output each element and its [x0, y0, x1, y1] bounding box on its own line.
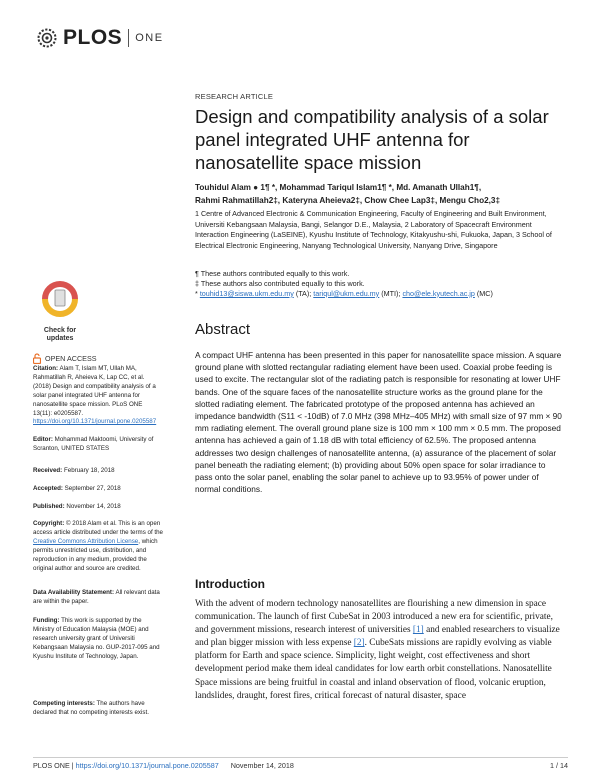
- email-link-2[interactable]: tariqul@ukm.edu.my: [313, 288, 380, 298]
- reference-link-2[interactable]: [2]: [353, 638, 365, 649]
- footer-separator: |: [69, 761, 76, 770]
- author-notes: [195, 269, 565, 298]
- open-access-text: OPEN ACCESS: [45, 354, 97, 363]
- intro-text-a: With the advent of modern technology nanosatellites are flourishing a new dimension in space communication. The launch of first CubeSat in 2003 introduced a new era for scientific, private, and government missions, research interest of universities: [195, 599, 553, 636]
- funding-text: This work is supported by the Ministry of Education Malaysia (MOE) and research university grant of Universiti Kebangsaan Malaysia no. GUP-2017-095 and Kyushu Institute of Technology, Japan.: [33, 617, 160, 660]
- introduction-heading: Introduction: [195, 577, 265, 591]
- article-title: Design and compatibility analysis of a solar panel integrated UHF antenna for nanosatellite space mission: [195, 106, 549, 173]
- copyright-block: [33, 520, 163, 573]
- received-label: Received:: [33, 467, 63, 474]
- email-link-1[interactable]: touhid13@siswa.ukm.edu.my: [199, 288, 294, 298]
- article-type: RESEARCH ARTICLE: [195, 92, 274, 101]
- editor-text: Mohammad Maktoomi, University of Scranton, UNITED STATES: [33, 436, 154, 452]
- badge-line-2: updates: [46, 335, 74, 342]
- logo-word: PLOS: [63, 26, 123, 49]
- intro-text-b: and enabled researchers to visualize and plan bigger mission with less expense: [195, 625, 560, 649]
- competing-interests-text: The authors have declared that no competing interests exist.: [33, 700, 149, 716]
- badge-line-1: Check for: [43, 327, 77, 334]
- note-equal-contribution: ¶ These authors contributed equally to this work.: [195, 269, 350, 278]
- citation-doi-link[interactable]: https://doi.org/10.1371/journal.pone.0205587: [33, 418, 157, 426]
- citation-text: Alam T, Islam MT, Ullah MA, Rahmatillah R, Aheieva K, Lap CC, et al. (2018) Design and compatibility analysis of a solar panel integrated UHF antenna for nanosatellite space mission. PLoS ONE 13(11): e0205587.: [33, 365, 156, 417]
- footer-divider: [33, 757, 568, 758]
- author-line-2[interactable]: Rahmi Rahmatillah2‡, Kateryna Aheieva2‡, Chow Chee Lap3‡, Mengu Cho2,3‡: [195, 196, 500, 205]
- email-prefix: *: [195, 288, 198, 298]
- badge-label: [33, 327, 87, 343]
- check-for-updates-icon: [33, 280, 87, 320]
- received-date: February 18, 2018: [63, 467, 115, 474]
- author-line-1[interactable]: Touhidul Alam ● 1¶ *, Mohammad Tariqul Islam1¶ *, Md. Amanath Ullah1¶,: [195, 183, 482, 192]
- email-who-3: (MC): [476, 288, 493, 298]
- funding-block: [33, 617, 163, 662]
- footer-spacer: [294, 761, 550, 770]
- open-lock-icon: [33, 353, 41, 364]
- abstract-body: A compact UHF antenna has been presented in this paper for nanosatellite space mission. A square ground plane with slotted rectangular radiating element have been used. Coaxial probe feeding is used to excite. The rectangular slot of the radiating patch is responsible for resonating at lower UHF bands. One of the square faces of the nanosatellite structure works as the ground plane for the slotted radiating element. The fabricated prototype of the proposed antenna has achieved an impedance bandwidth (S11 < -10dB) of 7.0 MHz (398 MHz–405 MHz) with small size of 97 mm × 90 mm radiating element. The overall ground plane size is 100 mm × 100 mm × 0.5 mm. The proposed antenna has achieved a gain of 1.18 dB with total efficiency of 62.5%. The proposed antenna addresses two design challenges of nanosatellite antenna, (a) assurance of the placement of solar panel beneath the radiating element; (b) providing about 50% open space for solar irradiance to pass onto the solar panel, enabling the solar panel to achieve up to 93.95% of power under of normal conditions.: [195, 350, 562, 495]
- email-who-2: (MTI);: [381, 288, 401, 298]
- affiliations: 1 Centre of Advanced Electronic & Communication Engineering, Faculty of Engineering and Built Environment, Universiti Kebangsaan Malaysia, Bangi, Selangor D.E., Malaysia, 2 Laboratory of Spacecraft Environment Interaction Engineering (LaSEINE), Kyushu Institute of Technology, Kitakyushu-shi, Fukuoka, Japan, 3 School of Electrical Electronic Engineering, Nanyang Technological University, Nanyang Drive, Singapore: [195, 209, 552, 250]
- copyright-text-b: , which permits unrestricted use, distribution, and reproduction in any medium, provided the original author and source are credited.: [33, 537, 158, 572]
- funding-label: Funding:: [33, 617, 60, 624]
- citation-label: Citation:: [33, 365, 59, 372]
- competing-interests-block: [33, 700, 163, 718]
- plos-logo-icon: [35, 26, 59, 50]
- received-block: [33, 467, 163, 476]
- license-link[interactable]: Creative Commons Attribution License: [33, 537, 139, 545]
- data-availability-text: All relevant data are within the paper.: [33, 589, 160, 605]
- page-number: 1 / 14: [550, 761, 568, 770]
- page-footer: [33, 761, 568, 770]
- footer-date: November 14, 2018: [230, 761, 294, 770]
- accepted-date: September 27, 2018: [64, 485, 121, 492]
- logo-divider: [128, 29, 129, 47]
- note-also-contributed: ‡ These authors also contributed equally to this work.: [195, 278, 365, 288]
- introduction-body: [195, 598, 567, 703]
- abstract-heading: Abstract: [195, 321, 251, 338]
- copyright-text-a: © 2018 Alam et al. This is an open access article distributed under the terms of the: [33, 520, 164, 536]
- reference-link-1[interactable]: [1]: [412, 625, 424, 636]
- footer-journal: PLOS ONE: [33, 761, 70, 770]
- published-label: Published:: [33, 503, 65, 510]
- email-link-3[interactable]: cho@ele.kyutech.ac.jp: [402, 288, 475, 298]
- journal-logo[interactable]: [35, 26, 164, 50]
- citation-block: [33, 365, 163, 427]
- author-list: [195, 181, 565, 207]
- editor-label: Editor:: [33, 436, 53, 443]
- open-access-label: [33, 353, 97, 364]
- copyright-label: Copyright:: [33, 520, 65, 527]
- correspondence-emails: [195, 289, 565, 299]
- logo-journal-name: ONE: [135, 32, 164, 44]
- data-availability-label: Data Availability Statement:: [33, 589, 115, 596]
- accepted-label: Accepted:: [33, 485, 63, 492]
- footer-doi-link[interactable]: https://doi.org/10.1371/journal.pone.0205587: [75, 761, 219, 770]
- accepted-block: [33, 485, 163, 494]
- editor-block: [33, 436, 163, 454]
- published-date: November 14, 2018: [66, 503, 121, 510]
- check-for-updates-badge[interactable]: [33, 280, 87, 344]
- intro-text-c: . CubeSats missions are rapidly evolving as viable platform for Earth and space science. Simplicity, light weight, cost effectiveness and short development period make them ideal candidates for low earth orbit constellations. Nanosatellite Space missions are being fruitful in coastal and inland observation of flood, volcanic eruption, landslides, draught, forest fires, critical forecast of natural disaster, space: [195, 638, 552, 701]
- published-block: [33, 503, 163, 512]
- data-availability-block: [33, 589, 163, 607]
- email-who-1: (TA);: [295, 288, 312, 298]
- competing-interests-label: Competing interests:: [33, 700, 95, 707]
